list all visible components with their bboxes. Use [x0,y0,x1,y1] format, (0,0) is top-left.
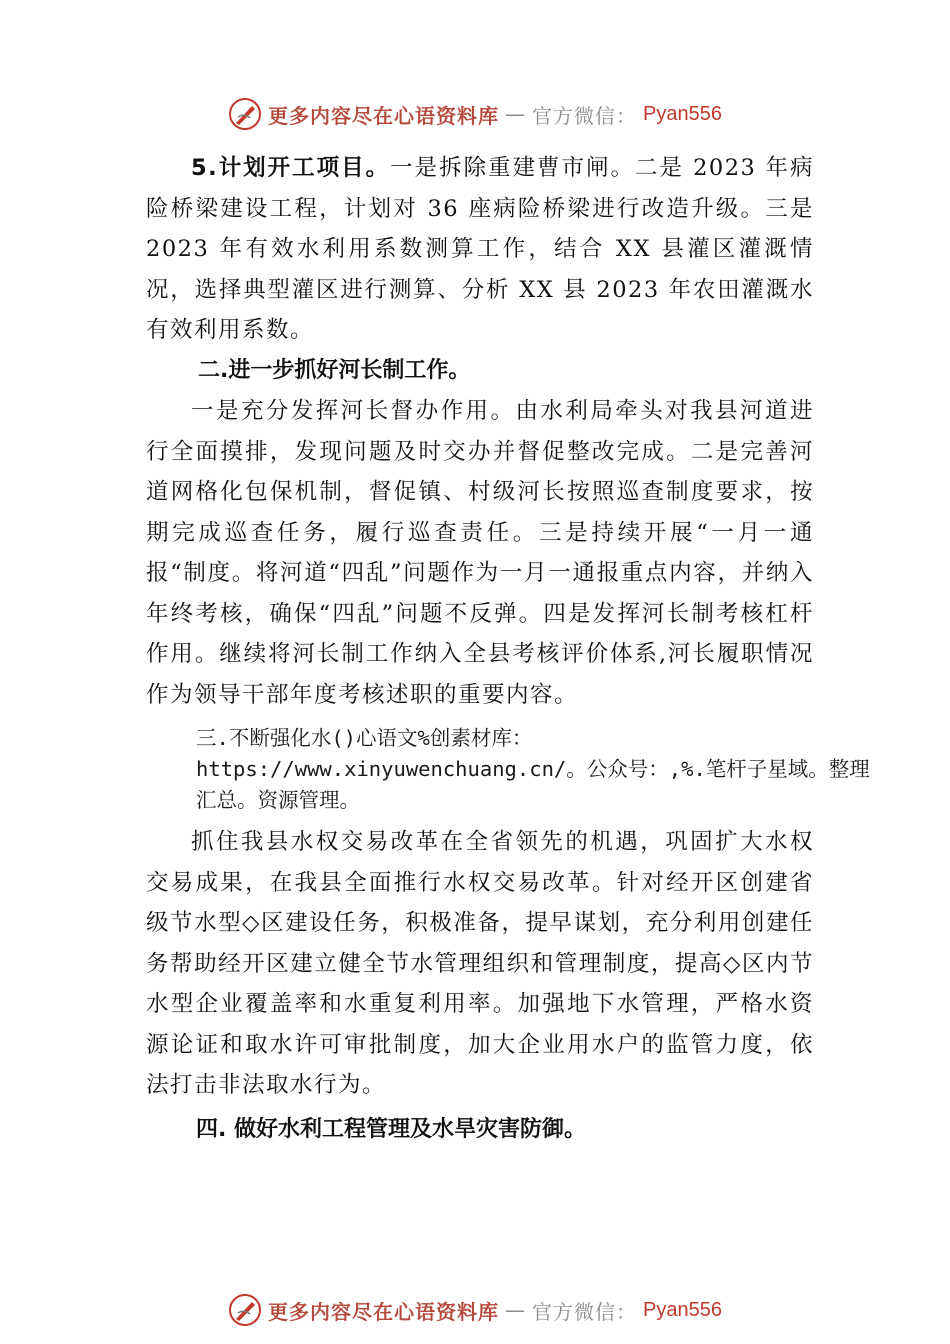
footer-watermark-banner [0,1290,950,1330]
quill-logo-icon [228,97,262,131]
banner-contact-label: 官方微信： [532,1299,638,1324]
banner-wechat-id: Pyan556 [643,102,722,125]
paragraph-lead: 5.计划开工项目。 [191,155,391,181]
banner-wechat-id: Pyan556 [643,1298,722,1321]
quill-logo-icon [228,1293,262,1327]
banner-contact-label: 官方微信： [532,103,638,128]
section-heading-water-rights: 三.不断强化水()心语文%创素材库：https://www.xinyuwenchuang.cn/。公众号：,%.笔杆子星域。整理汇总。资源管理。 [196,726,870,812]
banner-title: 更多内容尽在心语资料库 [268,103,500,128]
paragraph-planned-projects [146,148,814,351]
document-body [146,148,870,1150]
paragraph-water-rights: 抓住我县水权交易改革在全省领先的机遇，巩固扩大水权交易成果，在我县全面推行水权交易改革。针对经开区创建省级节水型◇区建设任务，积极准备，提早谋划，充分利用创建任务帮助经开区建立健全节水管理组织和管理制度，提高◇区内节水型企业覆盖率和水重复利用率。加强地下水管理，严格水资源论证和取水许可审批制度，加大企业用水户的监管力度，依法打击非法取水行为。 [146,829,814,1098]
banner-title: 更多内容尽在心语资料库 [268,1299,500,1324]
section-heading-flood-defense: 四. 做好水利工程管理及水旱灾害防御。 [196,1116,587,1142]
section-heading-river-chief: 二.进一步抓好河长制工作。 [198,357,471,383]
paragraph-text: 一是拆除重建曹市闸。二是 2023 年病险桥梁建设工程，计划对 36 座病险桥梁进行改造升级。三是 2023 年有效水利用系数测算工作，结合 XX 县灌区灌溉情况，选择典型灌区进行测算、分析 XX 县 2023 年农田灌溉水有效利用系数。 [146,155,814,343]
banner-separator: — [505,102,527,126]
header-watermark-banner [0,94,950,134]
paragraph-river-chief: 一是充分发挥河长督办作用。由水利局牵头对我县河道进行全面摸排，发现问题及时交办并督促整改完成。二是完善河道网格化包保机制，督促镇、村级河长按照巡查制度要求，按期完成巡查任务，履行巡查责任。三是持续开展“一月一通报“制度。将河道“四乱”问题作为一月一通报重点内容，并纳入年终考核，确保“四乱”问题不反弹。四是发挥河长制考核杠杆作用。继续将河长制工作纳入全县考核评价体系,河长履职情况作为领导干部年度考核述职的重要内容。 [146,398,814,708]
banner-separator: — [505,1298,527,1322]
